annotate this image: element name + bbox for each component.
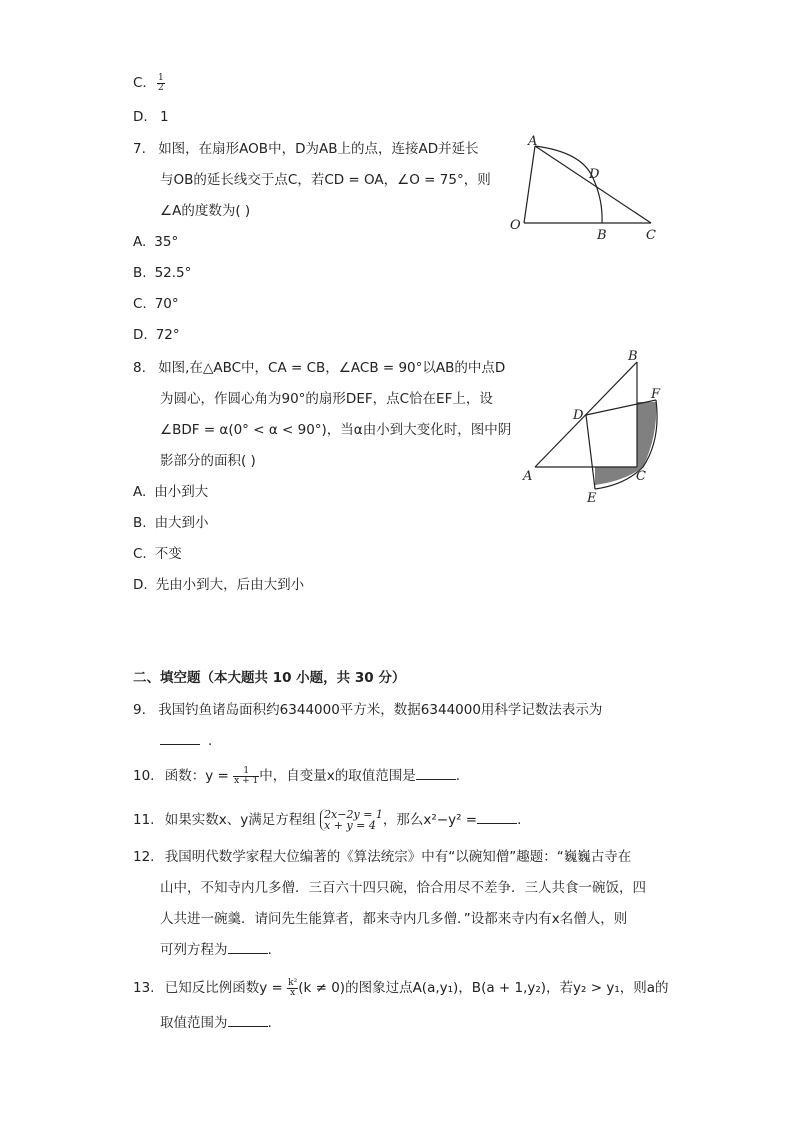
- section-title: 二、填空题（本大题共 10 小题，共 30 分）: [133, 670, 406, 686]
- segment-oa: [524, 146, 535, 223]
- fraction-numerator: 1: [233, 767, 259, 777]
- q7-option-b: [133, 263, 191, 283]
- answer-blank[interactable]: [477, 811, 517, 824]
- answer-blank[interactable]: [416, 767, 456, 780]
- question-text-prefix: 函数：y =: [164, 768, 229, 784]
- q9-line2: [160, 731, 212, 751]
- question-text-suffix: (k ≠ 0)的图象过点A(a,y₁)，B(a + 1,y₂)，若y₂ > y₁，则a的: [298, 980, 669, 996]
- q6-option-d: [133, 107, 169, 127]
- option-label: A.: [133, 234, 147, 250]
- fraction: [157, 74, 165, 93]
- q9-line1: [133, 700, 602, 720]
- q8-line1: [133, 358, 505, 378]
- option-text: 不变: [154, 546, 182, 562]
- equation-1: 2x−2y = 1: [324, 808, 383, 821]
- question-text-suffix: ，那么x²−y² =: [382, 812, 478, 828]
- question-number: 13.: [133, 980, 155, 996]
- answer-blank[interactable]: [228, 1014, 268, 1027]
- option-text: 先由小到大，后由大到小: [155, 577, 305, 593]
- question-text: 取值范围为: [160, 1015, 228, 1031]
- segment-ac: [535, 146, 651, 223]
- label-a: A: [528, 134, 538, 149]
- label-d: D: [573, 408, 584, 423]
- q12-line3: 人共进一碗羹．请问先生能算者，都来寺内几多僧．”设都来寺内有x名僧人，则: [160, 911, 628, 927]
- option-label: C.: [133, 296, 147, 312]
- q8-option-a: [133, 482, 208, 502]
- label-e: E: [587, 491, 597, 506]
- q6-option-c: [133, 73, 165, 93]
- end-punct: .: [208, 733, 213, 749]
- label-o: O: [510, 218, 521, 233]
- q12-line4: [160, 940, 272, 960]
- option-label: B.: [133, 515, 147, 531]
- question-number: 10.: [133, 768, 155, 784]
- fraction: [233, 767, 259, 786]
- question-text: 可列方程为: [160, 942, 228, 958]
- label-c: C: [646, 228, 656, 243]
- label-f: F: [651, 387, 661, 402]
- equation-system: [320, 809, 383, 831]
- segment-de: [586, 415, 595, 489]
- answer-blank[interactable]: [228, 941, 268, 954]
- q8-triangle-sector-figure: [515, 345, 675, 510]
- equation-2: x + y = 4: [324, 819, 376, 832]
- question-number: 12.: [133, 849, 155, 865]
- q7-line3: ∠A的度数为( ): [160, 203, 251, 219]
- label-d: D: [589, 167, 600, 182]
- end-punct: .: [267, 942, 272, 958]
- fraction-denominator: 2: [158, 82, 164, 93]
- question-number: 8.: [133, 360, 146, 376]
- question-text: 我国明代数学家程大位编著的《算法统宗》中有“以碗知僧”趣题：“巍巍古寺在: [164, 849, 632, 865]
- option-label: C.: [133, 546, 147, 562]
- question-text-prefix: 如果实数x、y满足方程组: [164, 812, 316, 828]
- q11-line: [133, 809, 521, 831]
- q12-line2: 山中，不知寺内几多僧．三百六十四只碗，恰合用尽不差争．三人共食一碗饭，四: [160, 880, 646, 896]
- option-text: 35°: [154, 234, 179, 250]
- answer-blank[interactable]: [160, 732, 200, 745]
- q8-line4: 影部分的面积( ): [160, 453, 256, 469]
- q8-option-d: [133, 575, 304, 595]
- q7-line1: [133, 139, 479, 159]
- question-number: 9.: [133, 702, 146, 718]
- option-text: 由大到小: [154, 515, 209, 531]
- question-number: 11.: [133, 812, 155, 828]
- question-text-suffix: 中，自变量x的取值范围是: [259, 768, 416, 784]
- q7-line2: 与OB的延长线交于点C，若CD = OA，∠O = 75°，则: [160, 172, 491, 188]
- label-b: B: [628, 349, 638, 364]
- option-label: D.: [133, 109, 148, 125]
- fraction: [287, 979, 298, 998]
- option-label: C.: [133, 75, 147, 91]
- q7-option-a: [133, 232, 178, 252]
- label-c: C: [636, 469, 646, 484]
- q8-option-c: [133, 544, 182, 564]
- q13-line1: [133, 978, 669, 998]
- end-punct: .: [455, 768, 461, 784]
- question-text: 我国钓鱼诸岛面积约6344000平方米，数据6344000用科学记数法表示为: [158, 702, 603, 718]
- q8-line3: ∠BDF = α(0° < α < 90°)，当α由小到大变化时，图中阴: [160, 422, 512, 438]
- shaded-region-right: [637, 402, 656, 467]
- fraction-denominator: x + 1: [234, 775, 259, 786]
- q8-option-b: [133, 513, 209, 533]
- fraction-numerator: k²: [288, 977, 298, 988]
- option-text: 1: [159, 109, 169, 125]
- q8-line2: 为圆心，作圆心角为90°的扇形DEF，点C恰在EF上，设: [160, 391, 493, 407]
- question-text: 如图,在△ABC中，CA = CB，∠ACB = 90°以AB的中点D: [158, 360, 506, 376]
- q12-line1: [133, 847, 631, 867]
- option-label: A.: [133, 484, 147, 500]
- label-b: B: [597, 228, 607, 243]
- fraction-denominator: x: [290, 987, 296, 998]
- q7-sector-figure: [500, 130, 670, 245]
- option-label: D.: [133, 577, 148, 593]
- end-punct: .: [517, 812, 522, 828]
- question-text-prefix: 已知反比例函数y =: [164, 980, 283, 996]
- option-label: B.: [133, 265, 147, 281]
- option-text: 72°: [155, 327, 180, 343]
- option-label: D.: [133, 327, 148, 343]
- label-a: A: [523, 469, 533, 484]
- end-punct: .: [267, 1015, 272, 1031]
- q10-line: [133, 766, 460, 786]
- question-number: 7.: [133, 141, 146, 157]
- q7-option-d: [133, 325, 180, 345]
- question-text: 如图，在扇形AOB中，D为AB上的点，连接AD并延长: [158, 141, 479, 157]
- option-text: 由小到大: [154, 484, 209, 500]
- fraction-numerator: 1: [158, 72, 164, 83]
- q7-option-c: [133, 294, 179, 314]
- q13-line2: [160, 1013, 272, 1033]
- option-text: 70°: [154, 296, 179, 312]
- option-text: 52.5°: [154, 265, 192, 281]
